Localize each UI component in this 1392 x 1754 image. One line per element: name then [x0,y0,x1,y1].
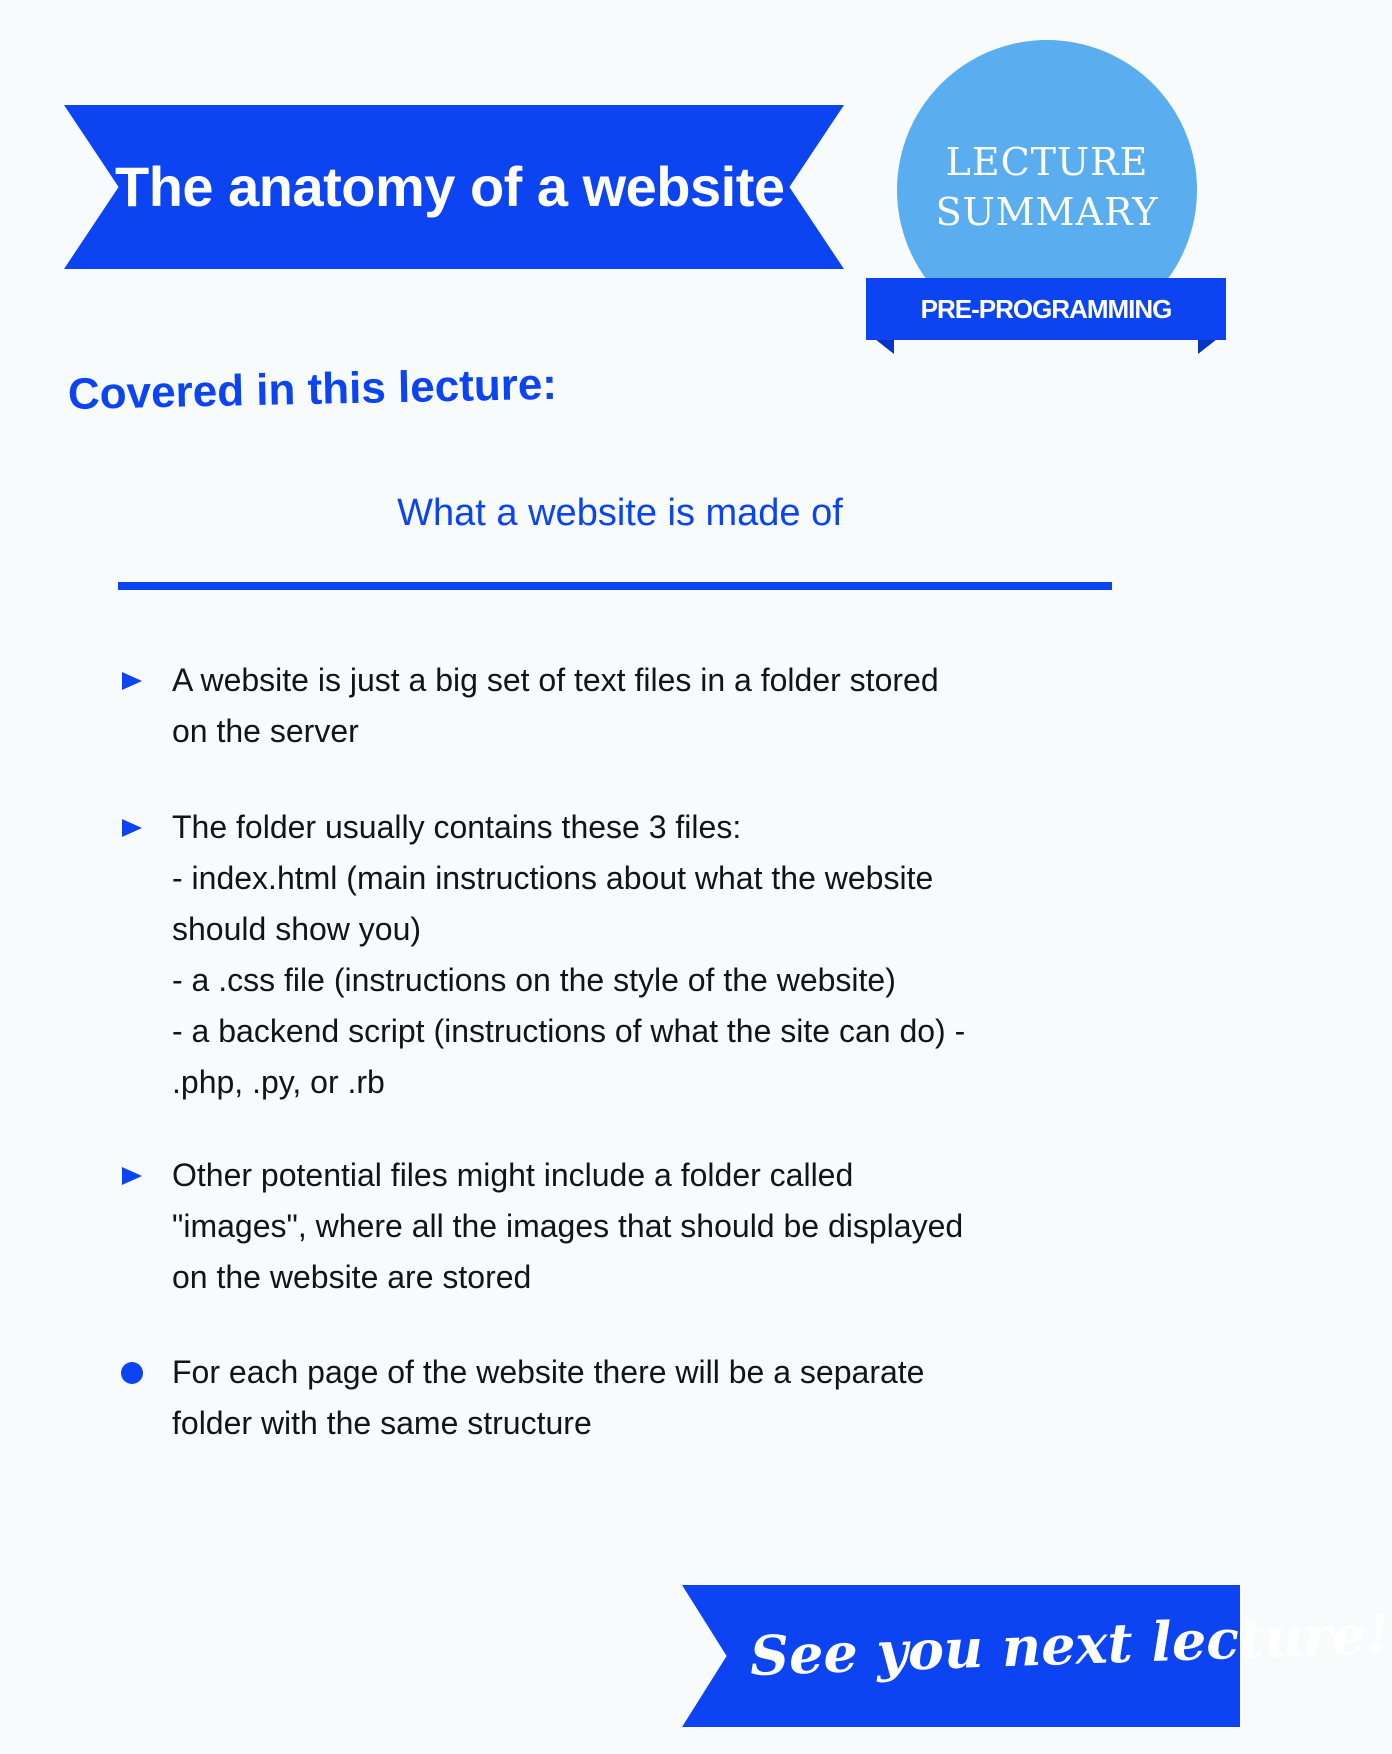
list-item-line: The folder usually contains these 3 files: [172,809,742,845]
list-item-line: .php, .py, or .rb [172,1064,385,1100]
list-item-text [172,802,1118,1108]
page-title: The anatomy of a website [115,155,785,218]
list-item-line: on the website are stored [172,1259,532,1295]
list-item-line: on the server [172,713,359,749]
triangle-bullet-icon [120,816,144,840]
footer-message: See you next lecture! [748,1601,1391,1688]
list-item-line: "images", where all the images that should be displayed [172,1208,964,1244]
list-item-line: - a .css file (instructions on the style of the website) [172,962,896,998]
list-item-line: Other potential files might include a folder called [172,1157,854,1193]
list-item-line: - index.html (main instructions about what the website [172,860,934,896]
badge-label-line2: SUMMARY [935,190,1159,234]
section-heading: Covered in this lecture: [67,359,558,419]
list-item-line: For each page of the website there will be a separate [172,1354,925,1390]
circle-bullet-icon [120,1361,144,1385]
triangle-bullet-icon [120,669,144,693]
list-item-line: - a backend script (instructions of what the site can do) - [172,1013,966,1049]
list-item-text [172,1347,1118,1449]
divider [118,582,1112,590]
list-item-text [172,1150,1118,1303]
list-item-line: should show you) [172,911,422,947]
course-ribbon: PRE-PROGRAMMING [866,278,1226,340]
list-item-line: folder with the same structure [172,1405,592,1441]
badge-label-line1: LECTURE [945,140,1149,184]
list-item-line: A website is just a big set of text files in a folder stored [172,662,939,698]
triangle-bullet-icon [120,1164,144,1188]
list-item-text [172,655,1118,757]
section-subheading: What a website is made of [397,492,843,534]
